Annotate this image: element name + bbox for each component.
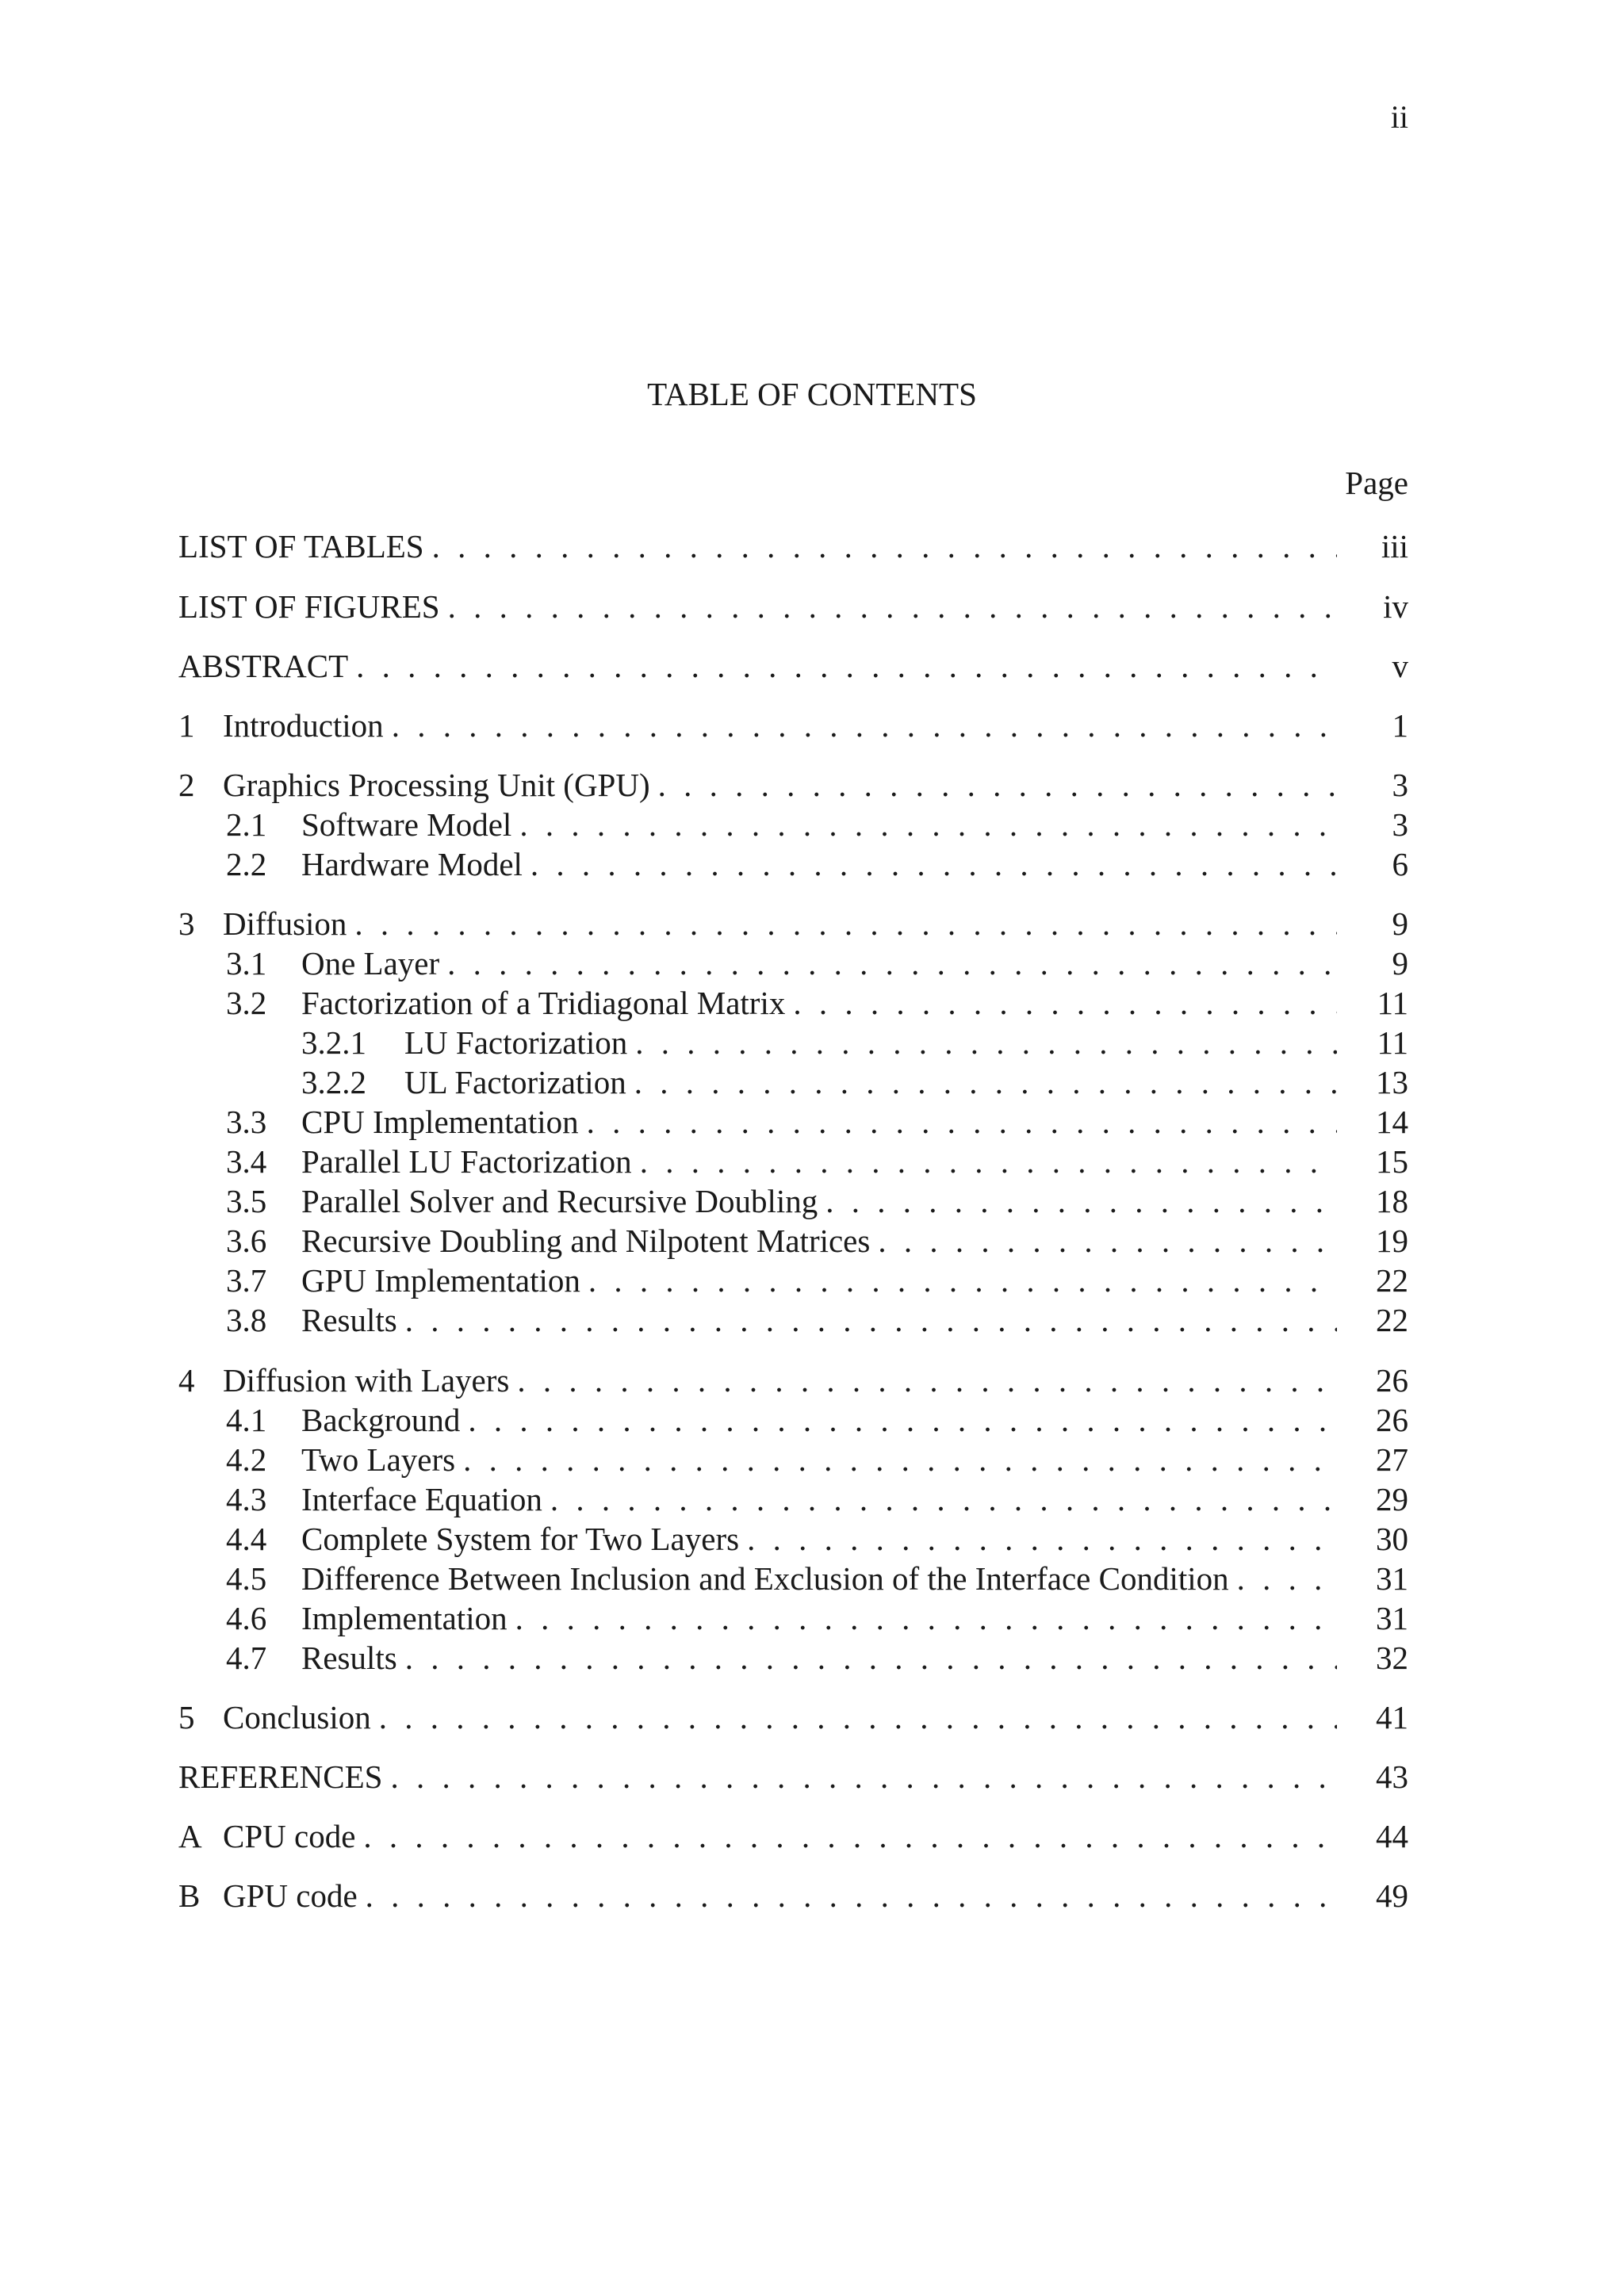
toc-entry-number: 2.2 <box>226 846 267 882</box>
dot-leader <box>550 1479 1337 1519</box>
page-title: TABLE OF CONTENTS <box>647 376 977 412</box>
toc-entry-title: Software Model <box>301 806 512 843</box>
toc-entry-number: 3.1 <box>226 945 267 982</box>
toc-entry-title: GPU code <box>223 1877 358 1914</box>
toc-entry-number: 3.4 <box>226 1143 267 1180</box>
toc-entry-number: 4.7 <box>226 1640 267 1676</box>
dot-leader <box>878 1221 1337 1261</box>
toc-entry-page: iii <box>1381 528 1408 564</box>
toc-entry-number: 3.6 <box>226 1223 267 1259</box>
toc-entry-title: GPU Implementation <box>301 1262 580 1299</box>
toc-entry-section-3-7[interactable] <box>178 1261 1408 1300</box>
toc-entry-title: Parallel Solver and Recursive Doubling <box>301 1183 818 1219</box>
toc-entry-number: 1 <box>178 707 195 744</box>
toc-entry-number: 2.1 <box>226 806 267 843</box>
toc-entry-section-2-2[interactable] <box>178 844 1408 884</box>
toc-entry-appendix-b[interactable] <box>178 1876 1408 1915</box>
toc-entry-page: 9 <box>1392 905 1408 942</box>
toc-entry-subsection-3-2-1[interactable] <box>178 1023 1408 1062</box>
toc-entry-number: 4.6 <box>226 1600 267 1636</box>
toc-entry-page: 11 <box>1377 985 1408 1021</box>
toc-entry-section-4-7[interactable] <box>178 1638 1408 1678</box>
dot-leader <box>356 646 1337 686</box>
toc-entry-title: Factorization of a Tridiagonal Matrix <box>301 985 786 1021</box>
toc-entry-number: 3.2 <box>226 985 267 1021</box>
dot-leader <box>390 1757 1337 1797</box>
toc-entry-section-3-5[interactable] <box>178 1181 1408 1221</box>
dot-leader <box>405 1638 1337 1678</box>
toc-entry-section-4-4[interactable] <box>178 1519 1408 1559</box>
dot-leader <box>658 765 1337 805</box>
toc-entry-section-3-3[interactable] <box>178 1102 1408 1142</box>
toc-entry-section-3-8[interactable] <box>178 1300 1408 1340</box>
dot-leader <box>392 706 1337 745</box>
toc-entry-number: 2 <box>178 767 195 803</box>
toc-entry-title: CPU code <box>223 1818 356 1854</box>
toc-entry-section-4-5[interactable] <box>178 1559 1408 1598</box>
toc-entry-number: 3.2.2 <box>301 1064 366 1100</box>
dot-leader <box>354 904 1337 943</box>
toc-entry-title: Interface Equation <box>301 1481 542 1517</box>
toc-entry-chapter-4[interactable] <box>178 1360 1408 1400</box>
toc-entry-page: 30 <box>1376 1521 1408 1557</box>
dot-leader <box>530 844 1337 884</box>
toc-entry-section-2-1[interactable] <box>178 805 1408 844</box>
toc-entry-page: 1 <box>1392 707 1408 744</box>
dot-leader <box>448 587 1337 626</box>
toc-entry-section-3-4[interactable] <box>178 1142 1408 1181</box>
toc-entry-page: 6 <box>1392 846 1408 882</box>
toc-entry-appendix-a[interactable] <box>178 1816 1408 1856</box>
toc-entry-number: 4.4 <box>226 1521 267 1557</box>
toc-entry-title: REFERENCES <box>178 1758 383 1795</box>
toc-entry-number: 3.5 <box>226 1183 267 1219</box>
toc-entry-title: One Layer <box>301 945 440 982</box>
toc-entry-page: v <box>1392 648 1408 684</box>
toc-entry-title: Introduction <box>223 707 384 744</box>
toc-entry-abstract[interactable] <box>178 646 1408 686</box>
toc-entry-section-3-2[interactable] <box>178 983 1408 1023</box>
toc-entry-page: 13 <box>1376 1064 1408 1100</box>
toc-entry-section-4-2[interactable] <box>178 1440 1408 1479</box>
toc-entry-number: 4.1 <box>226 1402 267 1438</box>
toc-entry-title: Conclusion <box>223 1699 371 1735</box>
toc-entry-title: Diffusion <box>223 905 347 942</box>
page-column-label: Page <box>1345 465 1408 501</box>
toc-entry-title: Results <box>301 1302 397 1338</box>
toc-entry-section-4-6[interactable] <box>178 1598 1408 1638</box>
toc-entry-page: 26 <box>1376 1402 1408 1438</box>
toc-entry-section-4-1[interactable] <box>178 1400 1408 1440</box>
dot-leader <box>468 1400 1337 1440</box>
toc-entry-number: 5 <box>178 1699 195 1735</box>
dot-leader <box>515 1598 1337 1638</box>
toc-entry-page: 49 <box>1376 1877 1408 1914</box>
toc-entry-page: 31 <box>1376 1600 1408 1636</box>
dot-leader <box>519 805 1337 844</box>
toc-entry-title: Recursive Doubling and Nilpotent Matrices <box>301 1223 871 1259</box>
dot-leader <box>463 1440 1337 1479</box>
dot-leader <box>405 1300 1337 1340</box>
toc-entry-section-4-3[interactable] <box>178 1479 1408 1519</box>
toc-entry-title: Background <box>301 1402 461 1438</box>
toc-entry-number: 3.8 <box>226 1302 267 1338</box>
dot-leader <box>747 1519 1337 1559</box>
toc-entry-title: Diffusion with Layers <box>223 1362 510 1399</box>
toc-entry-title: Two Layers <box>301 1441 456 1478</box>
toc-entry-title: LIST OF TABLES <box>178 528 424 564</box>
toc-entry-number: B <box>178 1877 201 1914</box>
toc-entry-page: 3 <box>1392 806 1408 843</box>
toc-entry-title: UL Factorization <box>404 1064 626 1100</box>
toc-entry-references[interactable] <box>178 1757 1408 1797</box>
dot-leader <box>634 1062 1337 1102</box>
dot-leader <box>640 1142 1337 1181</box>
toc-entry-title: Results <box>301 1640 397 1676</box>
toc-entry-page: 31 <box>1376 1560 1408 1597</box>
toc-entry-page: 29 <box>1376 1481 1408 1517</box>
dot-leader <box>432 526 1337 566</box>
toc-entry-number: 3 <box>178 905 195 942</box>
toc-entry-title: ABSTRACT <box>178 648 349 684</box>
toc-entry-title: Complete System for Two Layers <box>301 1521 740 1557</box>
toc-entry-title: Implementation <box>301 1600 508 1636</box>
dot-leader <box>1237 1559 1337 1598</box>
toc-entry-number: A <box>178 1818 202 1854</box>
dot-leader <box>825 1181 1337 1221</box>
dot-leader <box>517 1360 1337 1400</box>
toc-entry-page: 22 <box>1376 1302 1408 1338</box>
dot-leader <box>447 943 1337 983</box>
toc-entry-title: Graphics Processing Unit (GPU) <box>223 767 650 803</box>
toc-entry-number: 3.2.1 <box>301 1024 366 1061</box>
toc-entry-title: Parallel LU Factorization <box>301 1143 632 1180</box>
toc-entry-list-of-figures[interactable] <box>178 587 1408 626</box>
toc-entry-chapter-1[interactable] <box>178 706 1408 745</box>
toc-entry-list-of-tables[interactable] <box>178 526 1408 566</box>
toc-entry-chapter-2[interactable] <box>178 765 1408 805</box>
toc-entry-chapter-5[interactable] <box>178 1697 1408 1737</box>
toc-entry-page: 18 <box>1376 1183 1408 1219</box>
dot-leader <box>793 983 1337 1023</box>
toc-entry-title: LU Factorization <box>404 1024 628 1061</box>
toc-entry-number: 3.7 <box>226 1262 267 1299</box>
toc-entry-number: 4.3 <box>226 1481 267 1517</box>
toc-entry-page: 3 <box>1392 767 1408 803</box>
toc-entry-section-3-6[interactable] <box>178 1221 1408 1261</box>
toc-entry-title: Hardware Model <box>301 846 523 882</box>
toc-entry-page: iv <box>1383 588 1408 625</box>
toc-entry-page: 11 <box>1377 1024 1408 1061</box>
toc-entry-number: 4.2 <box>226 1441 267 1478</box>
toc-entry-chapter-3[interactable] <box>178 904 1408 943</box>
toc-entry-page: 26 <box>1376 1362 1408 1399</box>
toc-entry-number: 4.5 <box>226 1560 267 1597</box>
toc-entry-title: Difference Between Inclusion and Exclusion of the Interface Condition <box>301 1560 1229 1597</box>
toc-entry-section-3-1[interactable] <box>178 943 1408 983</box>
dot-leader <box>363 1816 1337 1856</box>
dot-leader <box>588 1261 1337 1300</box>
toc-entry-number: 3.3 <box>226 1104 267 1140</box>
dot-leader <box>366 1876 1337 1915</box>
toc-entry-page: 41 <box>1376 1699 1408 1735</box>
toc-entry-page: 14 <box>1376 1104 1408 1140</box>
toc-entry-title: CPU Implementation <box>301 1104 579 1140</box>
toc-entry-page: 9 <box>1392 945 1408 982</box>
toc-entry-page: 43 <box>1376 1758 1408 1795</box>
toc-entry-page: 32 <box>1376 1640 1408 1676</box>
dot-leader <box>587 1102 1337 1142</box>
toc-entry-number: 4 <box>178 1362 195 1399</box>
page-number: ii <box>1390 99 1408 135</box>
toc-entry-page: 15 <box>1376 1143 1408 1180</box>
toc-entry-page: 44 <box>1376 1818 1408 1854</box>
toc-entry-page: 19 <box>1376 1223 1408 1259</box>
dot-leader <box>635 1023 1337 1062</box>
toc-entry-subsection-3-2-2[interactable] <box>178 1062 1408 1102</box>
dot-leader <box>379 1697 1337 1737</box>
toc-entry-title: LIST OF FIGURES <box>178 588 440 625</box>
toc-entry-page: 22 <box>1376 1262 1408 1299</box>
toc-entry-page: 27 <box>1376 1441 1408 1478</box>
